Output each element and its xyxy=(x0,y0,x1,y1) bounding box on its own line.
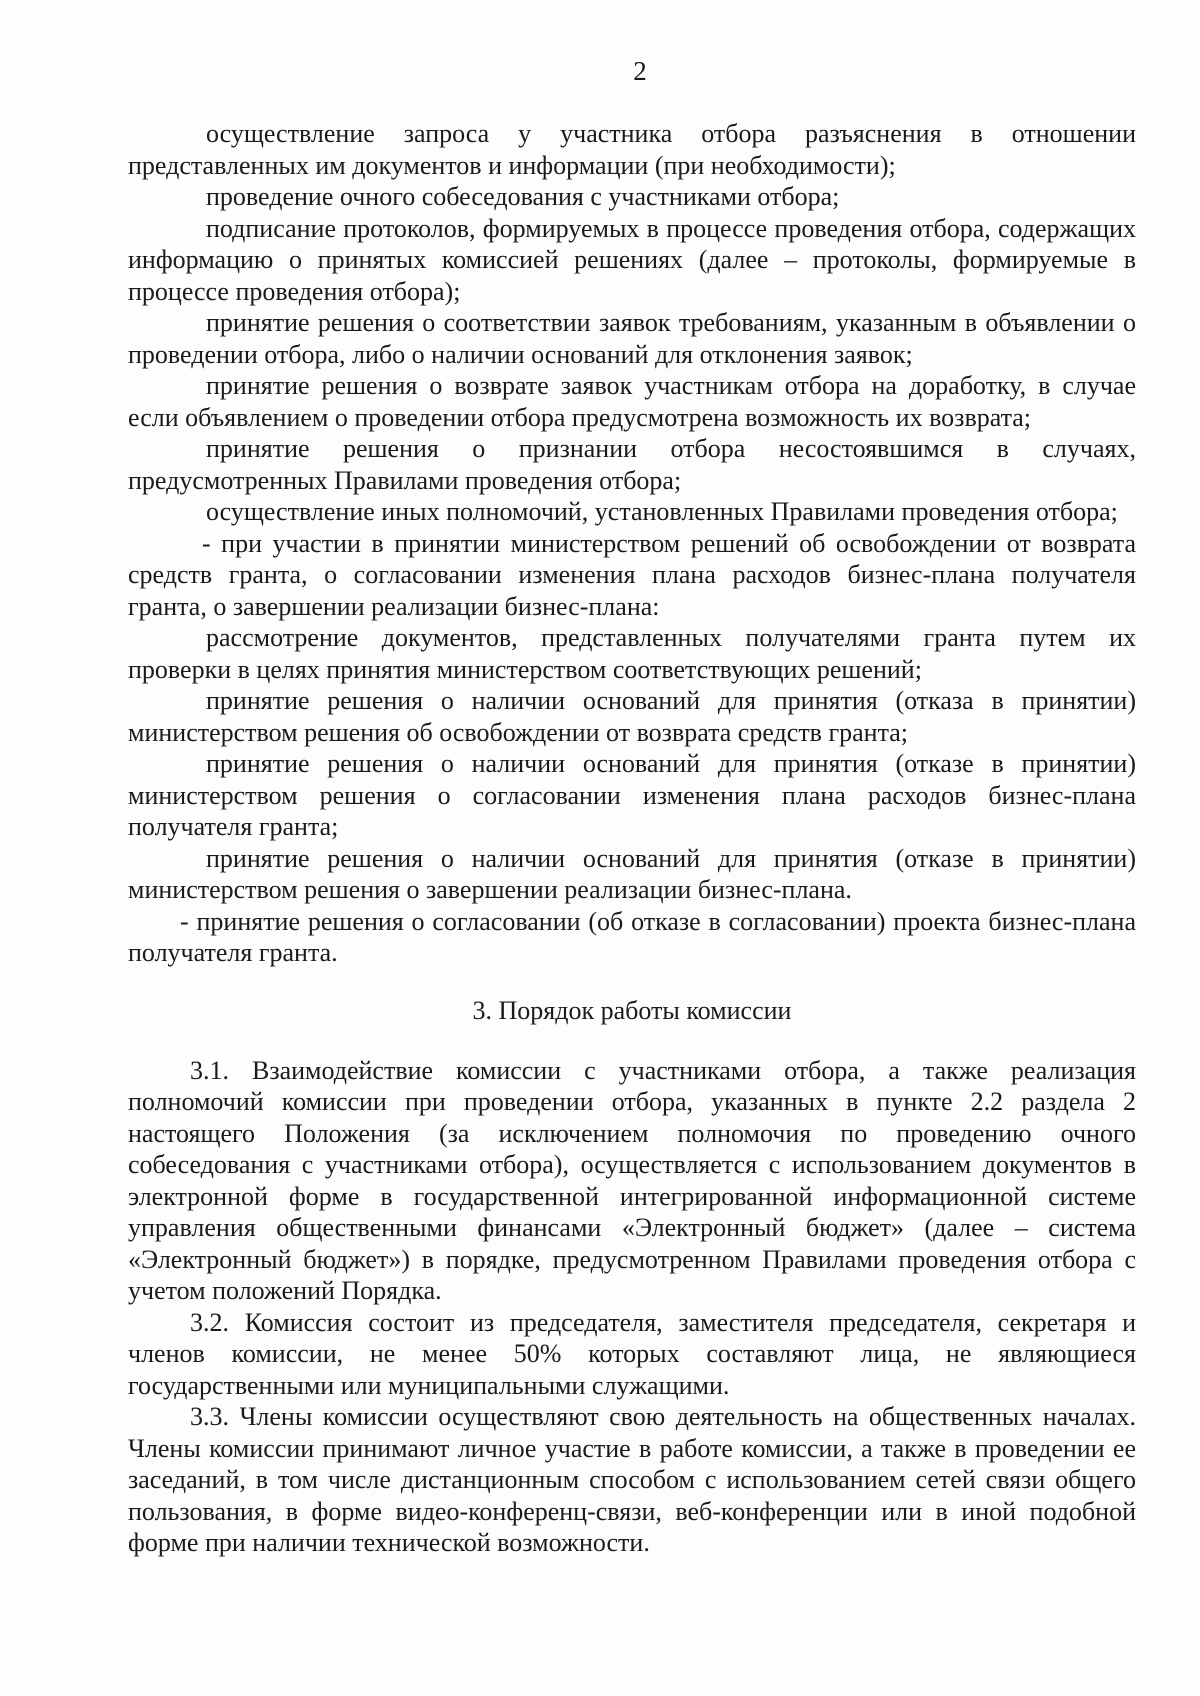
paragraph: принятие решения о возврате заявок участникам отбора на доработку, в случае если объявлением о проведении отбора предусмотрена возможность их возврата; xyxy=(128,371,1136,432)
paragraph: - принятие решения о согласовании (об отказе в согласовании) проекта бизнес-плана получателя гранта. xyxy=(128,906,1136,967)
section-3-body xyxy=(128,1055,1136,1559)
paragraph: осуществление иных полномочий, установленных Правилами проведения отбора; xyxy=(206,497,1118,526)
page-number: 2 xyxy=(633,56,647,86)
paragraph: рассмотрение документов, представленных получателями гранта путем их проверки в целях принятия министерством соответствующих решений; xyxy=(128,623,1136,684)
paragraph-3-1: 3.1. Взаимодействие комиссии с участниками отбора, а также реализация полномочий комиссии при проведении отбора, указанных в пункте 2.2 раздела 2 настоящего Положения (за исключением полномочия по проведению очного собеседования с участниками отбора), осуществляется с использованием документов в электронной форме в государственной интегрированной информационной системе управления общественными финансами «Электронный бюджет» (далее – система «Электронный бюджет») в порядке, предусмотренном Правилами проведения отбора с учетом положений Порядка. xyxy=(128,1055,1136,1305)
paragraph: проведение очного собеседования с участниками отбора; xyxy=(206,182,840,211)
paragraph: принятие решения о наличии оснований для принятия (отказе в принятии) министерством решения о завершении реализации бизнес-плана. xyxy=(128,843,1136,904)
paragraph-3-2: 3.2. Комиссия состоит из председателя, заместителя председателя, секретаря и членов комиссии, не менее 50% которых составляют лица, не являющиеся государственными или муниципальными служащими. xyxy=(128,1307,1136,1400)
document-body xyxy=(128,118,1136,1559)
paragraph: подписание протоколов, формируемых в процессе проведения отбора, содержащих информацию о принятых комиссией решениях (далее – протоколы, формируемые в процессе проведения отбора); xyxy=(128,213,1136,306)
paragraph: принятие решения о соответствии заявок требованиям, указанным в объявлении о проведении отбора, либо о наличии оснований для отклонения заявок; xyxy=(128,308,1136,369)
section-heading: 3. Порядок работы комиссии xyxy=(472,995,792,1025)
paragraph: осуществление запроса у участника отбора разъяснения в отношении представленных им документов и информации (при необходимости); xyxy=(128,119,1136,180)
paragraph: принятие решения о признании отбора несостоявшимся в случаях, предусмотренных Правилами проведения отбора; xyxy=(128,434,1136,495)
paragraph-3-3: 3.3. Члены комиссии осуществляют свою деятельность на общественных началах. Члены комиссии принимают личное участие в работе комиссии, а также в проведении ее заседаний, в том числе дистанционным способом с использованием сетей связи общего пользования, в форме видео-конференц-связи, веб-конференции или в иной подобной форме при наличии технической возможности. xyxy=(128,1402,1136,1557)
paragraph: - при участии в принятии министерством решений об освобождении от возврата средств гранта, о согласовании изменения плана расходов бизнес-плана получателя гранта, о завершении реализации бизнес-плана: xyxy=(128,528,1136,621)
paragraph: принятие решения о наличии оснований для принятия (отказа в принятии) министерством решения об освобождении от возврата средств гранта; xyxy=(128,686,1136,747)
paragraph: принятие решения о наличии оснований для принятия (отказе в принятии) министерством решения о согласовании изменения плана расходов бизнес-плана получателя гранта; xyxy=(128,749,1136,841)
